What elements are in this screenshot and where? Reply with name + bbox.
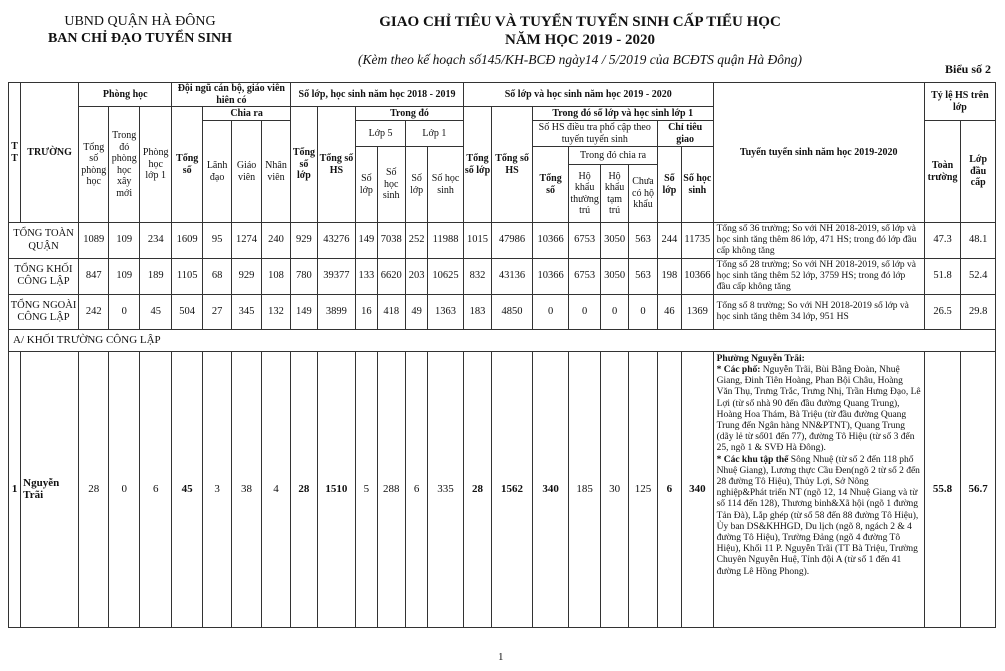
school-cell: 185 xyxy=(569,351,600,627)
summary-cell: 240 xyxy=(261,223,290,259)
summary-cell: 43276 xyxy=(317,223,356,259)
summary-ratio-first: 48.1 xyxy=(961,223,996,259)
title-line-2: NĂM HỌC 2019 - 2020 xyxy=(505,32,655,48)
summary-cell: 10366 xyxy=(532,259,569,295)
summary-cell: 189 xyxy=(139,259,172,295)
summary-cell: 1089 xyxy=(79,223,109,259)
title-subtitle: (Kèm theo kế hoạch số145/KH-BCĐ ngày14 / 5/2019 của BCĐTS quận Hà Đông) xyxy=(358,52,802,67)
summary-cell: 345 xyxy=(232,294,261,329)
summary-cell: 1105 xyxy=(172,259,202,295)
summary-ratio-first: 52.4 xyxy=(961,259,996,295)
school-cell: 28 xyxy=(291,351,317,627)
summary-cell: 6620 xyxy=(377,259,405,295)
summary-cell: 418 xyxy=(377,294,405,329)
col-header-teachers: Giáo viên xyxy=(232,121,261,223)
summary-cell: 16 xyxy=(356,294,377,329)
col-header-grade5: Lớp 5 xyxy=(356,121,406,147)
summary-description: Tổng số 8 trường; So với NH 2018-2019 số lớp và học sinh tăng thêm 34 lớp, 951 HS xyxy=(713,294,924,329)
col-header-total-rooms: Tổng số phòng học xyxy=(79,107,109,223)
summary-cell: 0 xyxy=(532,294,569,329)
school-cell: 3 xyxy=(202,351,231,627)
summary-cell: 504 xyxy=(172,294,202,329)
summary-cell: 563 xyxy=(629,223,657,259)
zone-streets-label: * Các phố: xyxy=(716,364,761,375)
summary-cell: 10625 xyxy=(428,259,464,295)
summary-cell: 3050 xyxy=(600,223,628,259)
col-header-surveyed: Số HS điều tra phổ cập theo tuyến tuyển sinh xyxy=(532,121,657,147)
summary-ratio-school: 51.8 xyxy=(924,259,961,295)
school-cell: 288 xyxy=(377,351,405,627)
col-header-quota-classes: Số lớp xyxy=(657,147,681,223)
summary-cell: 244 xyxy=(657,223,681,259)
col-header-surveyed-total: Tổng số xyxy=(532,147,569,223)
summary-cell: 6753 xyxy=(569,259,600,295)
school-cell: 340 xyxy=(532,351,569,627)
col-header-total-students-2019: Tổng số HS xyxy=(492,107,533,223)
summary-row-name: TỔNG KHỐI CÔNG LẬP xyxy=(9,259,79,295)
document-title xyxy=(300,14,860,68)
summary-cell: 11988 xyxy=(428,223,464,259)
summary-cell: 10366 xyxy=(532,223,569,259)
zone-streets: Nguyễn Trãi, Bùi Bằng Đoàn, Nhuệ Giang, Đinh Tiên Hoàng, Phan Bội Châu, Hoàng Văn Thụ, Trưng Trắc, Trưng Nhị, Trần Hưng Đạo, Lê Lợi (từ số nhà 90 đến đầu đường Quang Trung), Hoàng Hoa Thám, Bà Triệu (từ đầu đường Quang Trung đến Ngân hàng NN&PTNT), Quang Trung (dãy lẻ từ số01 đến 77), đường Tô Hiệu (từ số 3 đến 25, ngõ 1 & SVĐ Hà Đông). xyxy=(716,364,921,454)
col-header-g5-students: Số học sinh xyxy=(377,147,405,223)
summary-cell: 43136 xyxy=(492,259,533,295)
summary-cell: 45 xyxy=(139,294,172,329)
summary-cell: 242 xyxy=(79,294,109,329)
zone-housing: Sông Nhuệ (từ số 2 đến 118 phố Nhuệ Giang), Lương thực Cầu Đen(ngõ 2 từ số 2 đến 28 đường Tô Hiệu), Thủy Lợi, Sở Nông nghiệp&Phát triển NT (ngõ 12, 14 Nhuệ Giang và từ số 114 đến 128), Thương binh&Xã hội (ngõ 1 đường Tản Đà), Lắp ghép (từ số 58 đến 88 đường Tô Hiệu), Ủy ban DS&KHHGD, Du lịch (ngõ 8, ngách 2 & 4 đường Tô Hiệu), Trường Đảng (ngõ 4 đường Tô Hiệu), Khối 11 P. Nguyễn Trãi (TT Bà Triệu, Trường Chuyên Nguyễn Huệ, Tỉnh đội A (từ số 1 đến 41 đường Lê Hồng Phong). xyxy=(716,454,920,577)
summary-cell: 149 xyxy=(291,294,317,329)
summary-cell: 1363 xyxy=(428,294,464,329)
org-line-2: BAN CHỈ ĐẠO TUYỂN SINH xyxy=(47,31,233,46)
org-line-1: UBND QUẬN HÀ ĐÔNG xyxy=(64,14,216,29)
col-header-total-classes-2018: Tổng số lớp xyxy=(291,107,317,223)
school-cell: 125 xyxy=(629,351,657,627)
section-heading: A/ KHỐI TRƯỜNG CÔNG LẬP xyxy=(9,329,996,351)
school-cell: 340 xyxy=(682,351,714,627)
col-header-staff: Đội ngũ cán bộ, giáo viên hiên có xyxy=(172,83,291,107)
col-header-enrollment-zone: Tuyển tuyển sinh năm học 2019-2020 xyxy=(713,83,924,223)
summary-cell: 0 xyxy=(569,294,600,329)
col-header-g1-classes: Số lớp xyxy=(405,147,427,223)
col-header-surveyed-breakdown: Trong đó chia ra xyxy=(569,147,657,165)
summary-ratio-school: 47.3 xyxy=(924,223,961,259)
summary-cell: 109 xyxy=(109,259,139,295)
summary-row xyxy=(9,294,996,329)
col-header-of-which-2018: Trong đó xyxy=(356,107,464,121)
col-header-grade1: Lớp 1 xyxy=(405,121,463,147)
summary-cell: 0 xyxy=(629,294,657,329)
title-line-1: GIAO CHỈ TIÊU VÀ TUYỂN TUYỂN SINH CẤP TIỂU HỌC xyxy=(379,14,781,30)
summary-cell: 133 xyxy=(356,259,377,295)
col-header-school: TRƯỜNG xyxy=(21,83,79,223)
zone-housing-label: * Các khu tập thể xyxy=(716,454,789,465)
summary-cell: 1015 xyxy=(463,223,491,259)
summary-cell: 10366 xyxy=(682,259,714,295)
school-cell: 1562 xyxy=(492,351,533,627)
col-header-classes-2019: Số lớp và học sinh năm học 2019 - 2020 xyxy=(463,83,713,107)
summary-cell: 1369 xyxy=(682,294,714,329)
summary-row xyxy=(9,259,996,295)
col-header-staff-total: Tổng số xyxy=(172,107,202,223)
col-header-classrooms: Phòng học xyxy=(79,83,172,107)
summary-cell: 929 xyxy=(232,259,261,295)
school-ratio-school: 55.8 xyxy=(924,351,961,627)
summary-cell: 6753 xyxy=(569,223,600,259)
col-header-quota: Chỉ tiêu giao xyxy=(657,121,713,147)
summary-cell: 252 xyxy=(405,223,427,259)
zone-ward: Phường Nguyễn Trãi: xyxy=(716,353,805,364)
school-cell: 38 xyxy=(232,351,261,627)
summary-cell: 4850 xyxy=(492,294,533,329)
col-header-permanent: Hộ khẩu thường trú xyxy=(569,165,600,223)
summary-cell: 46 xyxy=(657,294,681,329)
school-row xyxy=(9,351,996,627)
summary-cell: 183 xyxy=(463,294,491,329)
summary-cell: 11735 xyxy=(682,223,714,259)
summary-cell: 1274 xyxy=(232,223,261,259)
school-cell: 1510 xyxy=(317,351,356,627)
summary-ratio-first: 29.8 xyxy=(961,294,996,329)
school-cell: 6 xyxy=(405,351,427,627)
form-label: Biểu số 2 xyxy=(944,62,991,76)
summary-cell: 95 xyxy=(202,223,231,259)
summary-cell: 847 xyxy=(79,259,109,295)
col-header-grade1-rooms: Phòng học lớp 1 xyxy=(139,107,172,223)
summary-cell: 132 xyxy=(261,294,290,329)
summary-ratio-school: 26.5 xyxy=(924,294,961,329)
issuing-authority xyxy=(30,14,250,47)
col-header-classes-2018: Số lớp, học sinh năm học 2018 - 2019 xyxy=(291,83,464,107)
col-header-g5-classes: Số lớp xyxy=(356,147,377,223)
summary-cell: 0 xyxy=(600,294,628,329)
col-header-total-students-2018: Tổng số HS xyxy=(317,107,356,223)
school-row-name: Nguyễn Trãi xyxy=(21,351,79,627)
summary-cell: 234 xyxy=(139,223,172,259)
summary-row xyxy=(9,223,996,259)
summary-cell: 7038 xyxy=(377,223,405,259)
summary-cell: 47986 xyxy=(492,223,533,259)
school-ratio-first: 56.7 xyxy=(961,351,996,627)
school-enrollment-zone xyxy=(713,351,924,627)
summary-description: Tổng số 28 trường; So với NH 2018-2019, số lớp và học sinh tăng thêm 52 lớp, 3759 HS; trong đó lớp đầu cấp không tăng xyxy=(713,259,924,295)
summary-cell: 68 xyxy=(202,259,231,295)
col-header-employees: Nhân viên xyxy=(261,121,290,223)
col-header-grade1-2019: Trong đó số lớp và học sinh lớp 1 xyxy=(532,107,713,121)
summary-cell: 3899 xyxy=(317,294,356,329)
school-cell: 30 xyxy=(600,351,628,627)
school-cell: 0 xyxy=(109,351,139,627)
summary-cell: 27 xyxy=(202,294,231,329)
summary-cell: 563 xyxy=(629,259,657,295)
col-header-new-rooms: Trong đó phòng học xây mới xyxy=(109,107,139,223)
col-header-g1-students: Số học sinh xyxy=(428,147,464,223)
col-header-ratio-school: Toàn trường xyxy=(924,121,961,223)
school-cell: 5 xyxy=(356,351,377,627)
summary-cell: 198 xyxy=(657,259,681,295)
school-cell: 6 xyxy=(139,351,172,627)
summary-cell: 3050 xyxy=(600,259,628,295)
school-cell: 28 xyxy=(79,351,109,627)
school-row-number: 1 xyxy=(9,351,21,627)
school-cell: 6 xyxy=(657,351,681,627)
col-header-staff-breakdown: Chia ra xyxy=(202,107,290,121)
school-cell: 4 xyxy=(261,351,290,627)
col-header-tt: T T xyxy=(9,83,21,223)
col-header-total-classes-2019: Tổng số lớp xyxy=(463,107,491,223)
col-header-leaders: Lãnh đạo xyxy=(202,121,231,223)
summary-cell: 203 xyxy=(405,259,427,295)
school-cell: 45 xyxy=(172,351,202,627)
summary-cell: 149 xyxy=(356,223,377,259)
summary-cell: 108 xyxy=(261,259,290,295)
summary-cell: 0 xyxy=(109,294,139,329)
summary-cell: 1609 xyxy=(172,223,202,259)
col-header-ratio: Tỷ lệ HS trên lớp xyxy=(924,83,995,121)
school-cell: 28 xyxy=(463,351,491,627)
summary-cell: 929 xyxy=(291,223,317,259)
summary-description: Tổng số 36 trường; So với NH 2018-2019, số lớp và học sinh tăng thêm 86 lớp, 471 HS; trong đó lớp đầu cấp không tăng xyxy=(713,223,924,259)
col-header-quota-students: Số học sinh xyxy=(682,147,714,223)
page-number: 1 xyxy=(498,651,504,663)
enrollment-table xyxy=(8,82,996,628)
summary-cell: 780 xyxy=(291,259,317,295)
summary-row-name: TỔNG NGOÀI CÔNG LẬP xyxy=(9,294,79,329)
school-cell: 335 xyxy=(428,351,464,627)
summary-cell: 832 xyxy=(463,259,491,295)
summary-cell: 49 xyxy=(405,294,427,329)
summary-cell: 39377 xyxy=(317,259,356,295)
summary-cell: 109 xyxy=(109,223,139,259)
col-header-ratio-first: Lớp đầu cấp xyxy=(961,121,996,223)
summary-row-name: TỔNG TOÀN QUẬN xyxy=(9,223,79,259)
col-header-temporary: Hộ khẩu tạm trú xyxy=(600,165,628,223)
col-header-no-registration: Chưa có hộ khẩu xyxy=(629,165,657,223)
